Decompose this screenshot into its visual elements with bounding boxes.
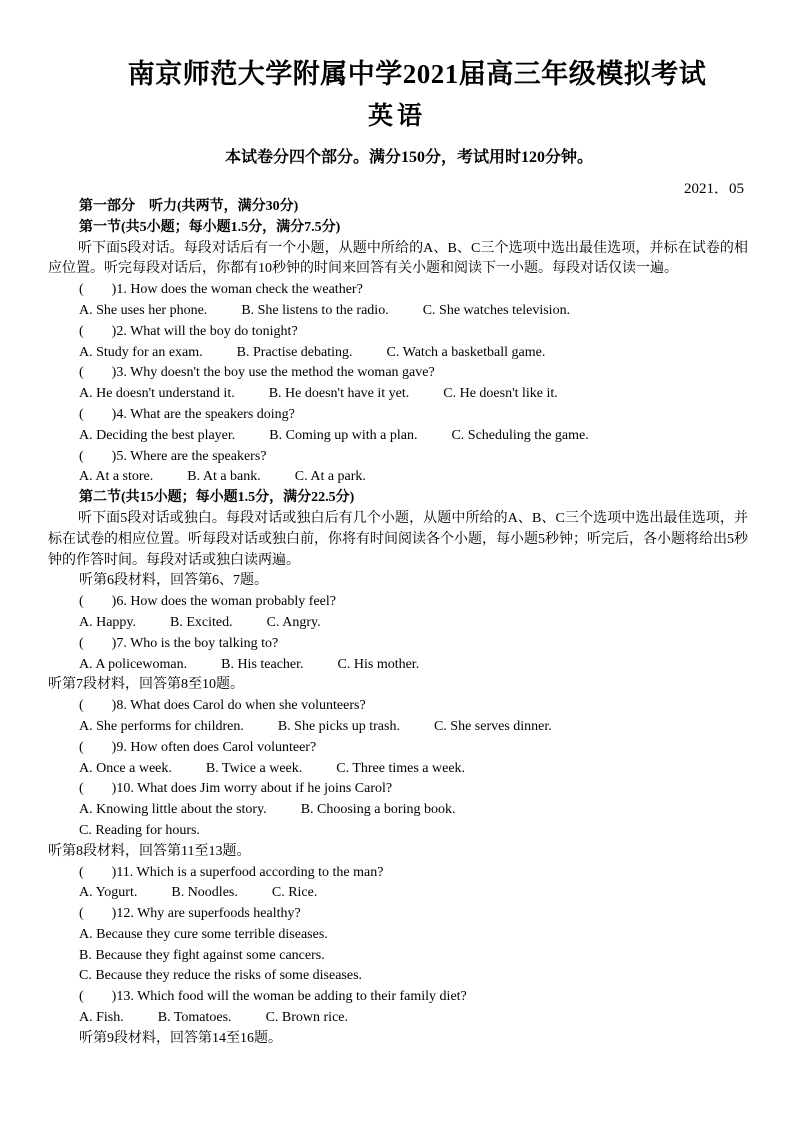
question-options [48,883,748,904]
question-options [48,1008,748,1029]
option-a: A. Yogurt. [79,885,138,901]
option-b: B. Because they fight against some cancers. [79,947,325,963]
option-a: A. At a store. [79,469,154,485]
question-options [48,301,748,322]
question-stem: ( )5. Where are the speakers? [79,448,267,464]
option-c: C. She watches television. [422,302,571,318]
option-c: C. She serves dinner. [433,718,552,734]
option-b: B. Excited. [170,614,233,630]
option-c: C. Brown rice. [265,1010,348,1026]
question-options [48,800,748,821]
option-b: B. She picks up trash. [277,718,400,734]
option-b: B. Choosing a boring book. [300,802,456,818]
option-c: C. His mother. [337,656,420,672]
question-stem: ( )1. How does the woman check the weather? [79,282,363,298]
exam-title: 南京师范大学附属中学2021届高三年级模拟考试 [127,59,707,89]
section2-heading: 第二节(共15小题；每小题1.5分，满分22.5分) [79,490,355,506]
option-a: A. A policewoman. [79,656,188,672]
material-heading: 听第7段材料，回答第8至10题。 [48,677,244,693]
question-options [48,759,748,780]
question-options [48,717,748,738]
option-a: A. Knowing little about the story. [79,802,267,818]
option-b: B. He doesn't have it yet. [268,386,410,402]
question-stem: ( )4. What are the speakers doing? [79,406,295,422]
option-c: C. At a park. [294,469,366,485]
option-c: C. Because they reduce the risks of some diseases. [79,968,363,984]
option-c: C. Rice. [271,885,318,901]
option-a: A. Study for an exam. [79,344,203,360]
question-stem: ( )9. How often does Carol volunteer? [79,739,317,755]
question-stem: ( )3. Why doesn't the boy use the method the woman gave? [79,365,435,381]
option-a: A. Once a week. [79,760,172,776]
option-b: B. Coming up with a plan. [269,427,418,443]
part1-heading: 第一部分 听力(共两节，满分30分) [79,199,299,214]
section1-instructions: 听下面5段对话。每段对话后有一个小题，从题中所给的A、B、C三个选项中选出最佳选项，并标在试卷的相应位置。听完每段对话后，你都有10秒钟的时间来回答有关小题和阅读下一小题。每段对话仅读一遍。 [48,240,748,277]
exam-intro: 本试卷分四个部分。满分150分，考试用时120分钟。 [224,149,593,166]
option-b: B. Twice a week. [205,760,303,776]
option-c: C. Three times a week. [336,760,466,776]
exam-date: 2021．05 [683,181,744,197]
option-c: C. He doesn't like it. [443,386,558,402]
option-c: C. Watch a basketball game. [386,344,546,360]
question-stem: ( )6. How does the woman probably feel? [79,594,336,610]
material-heading: 听第9段材料，回答第14至16题。 [79,1030,282,1046]
option-a: A. She uses her phone. [79,302,208,318]
question-options [48,343,748,364]
option-a: A. Fish. [79,1010,124,1026]
material-heading: 听第6段材料，回答第6、7题。 [79,573,268,589]
option-b: B. She listens to the radio. [241,302,389,318]
option-a: A. Happy. [79,614,137,630]
question-stem: ( )11. Which is a superfood according to the man? [79,864,384,880]
question-options [48,655,748,676]
option-a: A. Because they cure some terrible diseases. [79,926,328,942]
question-stem: ( )8. What does Carol do when she volunteers? [79,698,366,714]
option-b: B. Practise debating. [236,344,353,360]
section1-heading: 第一节(共5小题；每小题1.5分，满分7.5分) [79,219,341,235]
option-b: B. Noodles. [171,885,238,901]
option-a: A. She performs for children. [79,718,244,734]
question-options [48,613,748,634]
option-b: B. His teacher. [221,656,304,672]
option-c: C. Reading for hours. [79,822,200,838]
question-stem: ( )10. What does Jim worry about if he joins Carol? [79,781,393,797]
option-a: A. He doesn't understand it. [79,386,235,402]
question-stem: ( )2. What will the boy do tonight? [79,323,298,339]
question-options [48,384,748,405]
option-c: C. Scheduling the game. [451,427,589,443]
option-a: A. Deciding the best player. [79,427,236,443]
question-stem: ( )12. Why are superfoods healthy? [79,906,301,922]
option-c: C. Angry. [266,614,321,630]
section2-instructions: 听下面5段对话或独白。每段对话或独白后有几个小题，从题中所给的A、B、C三个选项中选出最佳选项，并标在试卷的相应位置。听每段对话或独白前，你将有时间阅读各个小题，每小题5秒钟；听完后，各小题将给出5秒钟的作答时间。每段对话或独白读两遍。 [48,510,748,568]
material-heading: 听第8段材料，回答第11至13题。 [48,843,251,859]
question-options [48,467,748,488]
question-stem: ( )13. Which food will the woman be adding to their family diet? [79,989,467,1005]
option-b: B. At a bank. [187,469,261,485]
question-options [48,426,748,447]
exam-content [48,197,748,1050]
exam-subject: 英语 [367,103,426,130]
question-stem: ( )7. Who is the boy talking to? [79,635,279,651]
option-b: B. Tomatoes. [157,1010,232,1026]
